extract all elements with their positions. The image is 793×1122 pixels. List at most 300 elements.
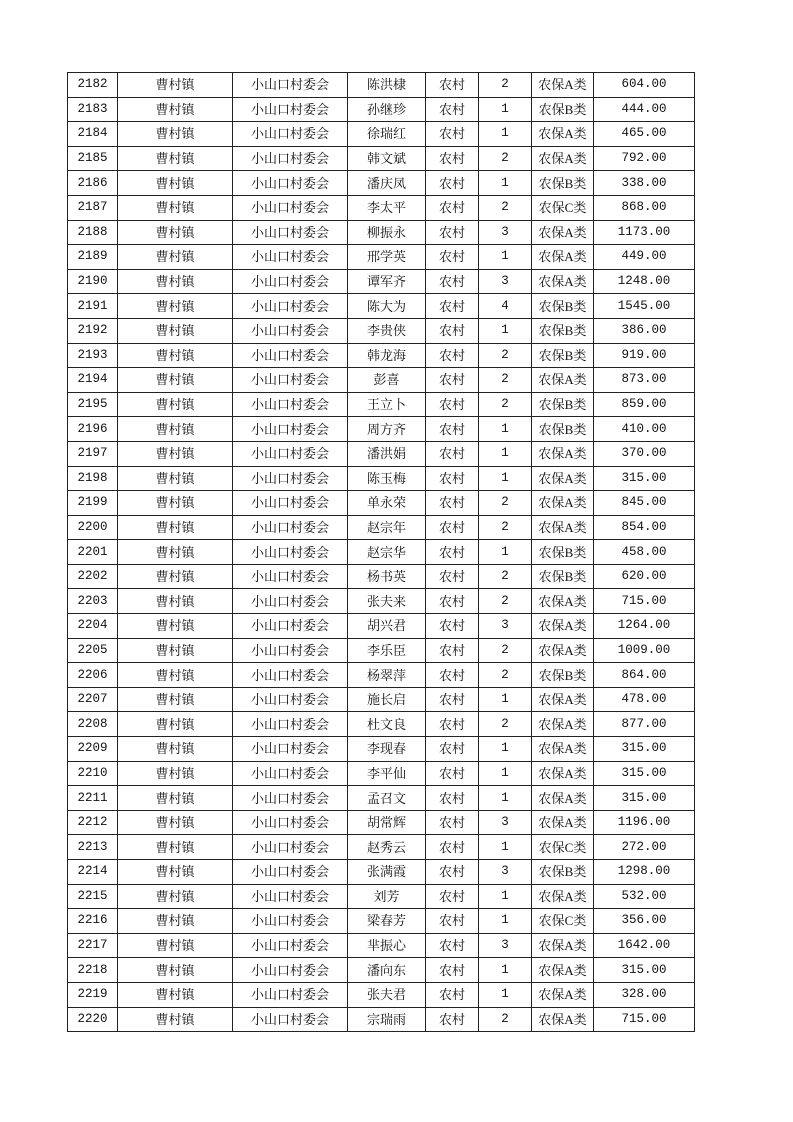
village-committee-cell: 小山口村委会	[233, 638, 348, 663]
amount-cell: 449.00	[594, 245, 695, 270]
table-row	[68, 245, 695, 270]
town-cell: 曹村镇	[118, 638, 233, 663]
member-count-cell: 1	[479, 982, 532, 1007]
insurance-category-cell: 农保A类	[532, 958, 594, 983]
village-committee-cell: 小山口村委会	[233, 909, 348, 934]
table-row	[68, 1007, 695, 1032]
household-type-cell: 农村	[426, 835, 479, 860]
village-committee-cell: 小山口村委会	[233, 97, 348, 122]
village-committee-cell: 小山口村委会	[233, 491, 348, 516]
town-cell: 曹村镇	[118, 491, 233, 516]
member-count-cell: 2	[479, 368, 532, 393]
insurance-category-cell: 农保A类	[532, 73, 594, 98]
row-id-cell: 2214	[68, 860, 118, 885]
member-count-cell: 2	[479, 712, 532, 737]
member-count-cell: 1	[479, 417, 532, 442]
village-committee-cell: 小山口村委会	[233, 171, 348, 196]
table-row	[68, 417, 695, 442]
household-type-cell: 农村	[426, 515, 479, 540]
row-id-cell: 2202	[68, 564, 118, 589]
row-id-cell: 2185	[68, 146, 118, 171]
household-type-cell: 农村	[426, 220, 479, 245]
table-row	[68, 515, 695, 540]
person-name-cell: 张夫君	[348, 982, 426, 1007]
town-cell: 曹村镇	[118, 786, 233, 811]
insurance-category-cell: 农保A类	[532, 269, 594, 294]
table-row	[68, 122, 695, 147]
table-row	[68, 909, 695, 934]
insurance-category-cell: 农保A类	[532, 933, 594, 958]
table-row	[68, 392, 695, 417]
table-row	[68, 368, 695, 393]
member-count-cell: 2	[479, 589, 532, 614]
member-count-cell: 3	[479, 269, 532, 294]
village-committee-cell: 小山口村委会	[233, 122, 348, 147]
town-cell: 曹村镇	[118, 220, 233, 245]
table-row	[68, 687, 695, 712]
household-type-cell: 农村	[426, 195, 479, 220]
village-committee-cell: 小山口村委会	[233, 146, 348, 171]
person-name-cell: 胡常辉	[348, 810, 426, 835]
person-name-cell: 韩文斌	[348, 146, 426, 171]
person-name-cell: 陈洪棣	[348, 73, 426, 98]
insurance-category-cell: 农保C类	[532, 195, 594, 220]
town-cell: 曹村镇	[118, 810, 233, 835]
village-committee-cell: 小山口村委会	[233, 614, 348, 639]
town-cell: 曹村镇	[118, 97, 233, 122]
member-count-cell: 1	[479, 171, 532, 196]
village-committee-cell: 小山口村委会	[233, 786, 348, 811]
member-count-cell: 1	[479, 884, 532, 909]
row-id-cell: 2191	[68, 294, 118, 319]
village-committee-cell: 小山口村委会	[233, 884, 348, 909]
insurance-category-cell: 农保A类	[532, 122, 594, 147]
amount-cell: 877.00	[594, 712, 695, 737]
household-type-cell: 农村	[426, 269, 479, 294]
table-row	[68, 97, 695, 122]
member-count-cell: 1	[479, 958, 532, 983]
village-committee-cell: 小山口村委会	[233, 441, 348, 466]
insurance-category-cell: 农保A类	[532, 368, 594, 393]
village-committee-cell: 小山口村委会	[233, 1007, 348, 1032]
amount-cell: 715.00	[594, 589, 695, 614]
amount-cell: 868.00	[594, 195, 695, 220]
amount-cell: 715.00	[594, 1007, 695, 1032]
insurance-category-cell: 农保A类	[532, 441, 594, 466]
member-count-cell: 2	[479, 663, 532, 688]
member-count-cell: 3	[479, 614, 532, 639]
household-type-cell: 农村	[426, 712, 479, 737]
amount-cell: 458.00	[594, 540, 695, 565]
household-type-cell: 农村	[426, 294, 479, 319]
row-id-cell: 2204	[68, 614, 118, 639]
person-name-cell: 邢学英	[348, 245, 426, 270]
household-type-cell: 农村	[426, 761, 479, 786]
table-row	[68, 614, 695, 639]
table-row	[68, 73, 695, 98]
person-name-cell: 柳振永	[348, 220, 426, 245]
household-type-cell: 农村	[426, 343, 479, 368]
table-row	[68, 810, 695, 835]
town-cell: 曹村镇	[118, 540, 233, 565]
table-row	[68, 712, 695, 737]
person-name-cell: 孟召文	[348, 786, 426, 811]
village-committee-cell: 小山口村委会	[233, 761, 348, 786]
data-table	[67, 72, 695, 1032]
amount-cell: 328.00	[594, 982, 695, 1007]
household-type-cell: 农村	[426, 392, 479, 417]
person-name-cell: 施长启	[348, 687, 426, 712]
amount-cell: 315.00	[594, 786, 695, 811]
village-committee-cell: 小山口村委会	[233, 958, 348, 983]
table-row	[68, 786, 695, 811]
person-name-cell: 徐瑞红	[348, 122, 426, 147]
town-cell: 曹村镇	[118, 737, 233, 762]
row-id-cell: 2184	[68, 122, 118, 147]
member-count-cell: 2	[479, 392, 532, 417]
row-id-cell: 2201	[68, 540, 118, 565]
insurance-category-cell: 农保A类	[532, 761, 594, 786]
row-id-cell: 2193	[68, 343, 118, 368]
row-id-cell: 2215	[68, 884, 118, 909]
town-cell: 曹村镇	[118, 958, 233, 983]
village-committee-cell: 小山口村委会	[233, 220, 348, 245]
member-count-cell: 2	[479, 638, 532, 663]
village-committee-cell: 小山口村委会	[233, 245, 348, 270]
row-id-cell: 2189	[68, 245, 118, 270]
insurance-category-cell: 农保A类	[532, 712, 594, 737]
member-count-cell: 1	[479, 441, 532, 466]
member-count-cell: 1	[479, 540, 532, 565]
insurance-category-cell: 农保A类	[532, 737, 594, 762]
household-type-cell: 农村	[426, 663, 479, 688]
household-type-cell: 农村	[426, 73, 479, 98]
table-row	[68, 146, 695, 171]
village-committee-cell: 小山口村委会	[233, 269, 348, 294]
amount-cell: 410.00	[594, 417, 695, 442]
table-row	[68, 269, 695, 294]
village-committee-cell: 小山口村委会	[233, 860, 348, 885]
town-cell: 曹村镇	[118, 195, 233, 220]
person-name-cell: 刘芳	[348, 884, 426, 909]
household-type-cell: 农村	[426, 122, 479, 147]
town-cell: 曹村镇	[118, 146, 233, 171]
row-id-cell: 2208	[68, 712, 118, 737]
row-id-cell: 2198	[68, 466, 118, 491]
person-name-cell: 韩龙海	[348, 343, 426, 368]
village-committee-cell: 小山口村委会	[233, 712, 348, 737]
member-count-cell: 1	[479, 786, 532, 811]
household-type-cell: 农村	[426, 146, 479, 171]
member-count-cell: 1	[479, 97, 532, 122]
village-committee-cell: 小山口村委会	[233, 589, 348, 614]
household-type-cell: 农村	[426, 614, 479, 639]
village-committee-cell: 小山口村委会	[233, 417, 348, 442]
household-type-cell: 农村	[426, 909, 479, 934]
row-id-cell: 2209	[68, 737, 118, 762]
row-id-cell: 2199	[68, 491, 118, 516]
member-count-cell: 2	[479, 73, 532, 98]
amount-cell: 1009.00	[594, 638, 695, 663]
person-name-cell: 李现春	[348, 737, 426, 762]
table-row	[68, 171, 695, 196]
row-id-cell: 2197	[68, 441, 118, 466]
town-cell: 曹村镇	[118, 1007, 233, 1032]
village-committee-cell: 小山口村委会	[233, 368, 348, 393]
town-cell: 曹村镇	[118, 318, 233, 343]
insurance-category-cell: 农保A类	[532, 146, 594, 171]
village-committee-cell: 小山口村委会	[233, 933, 348, 958]
town-cell: 曹村镇	[118, 441, 233, 466]
person-name-cell: 赵宗华	[348, 540, 426, 565]
amount-cell: 444.00	[594, 97, 695, 122]
person-name-cell: 杨书英	[348, 564, 426, 589]
insurance-category-cell: 农保A类	[532, 786, 594, 811]
table-row	[68, 860, 695, 885]
member-count-cell: 1	[479, 909, 532, 934]
household-type-cell: 农村	[426, 417, 479, 442]
household-type-cell: 农村	[426, 318, 479, 343]
insurance-category-cell: 农保A类	[532, 810, 594, 835]
village-committee-cell: 小山口村委会	[233, 343, 348, 368]
member-count-cell: 3	[479, 860, 532, 885]
insurance-category-cell: 农保B类	[532, 417, 594, 442]
household-type-cell: 农村	[426, 171, 479, 196]
amount-cell: 873.00	[594, 368, 695, 393]
member-count-cell: 1	[479, 122, 532, 147]
person-name-cell: 张满霞	[348, 860, 426, 885]
town-cell: 曹村镇	[118, 269, 233, 294]
village-committee-cell: 小山口村委会	[233, 294, 348, 319]
member-count-cell: 1	[479, 687, 532, 712]
table-row	[68, 737, 695, 762]
person-name-cell: 李平仙	[348, 761, 426, 786]
person-name-cell: 孙继珍	[348, 97, 426, 122]
village-committee-cell: 小山口村委会	[233, 73, 348, 98]
amount-cell: 1298.00	[594, 860, 695, 885]
insurance-category-cell: 农保B类	[532, 318, 594, 343]
insurance-category-cell: 农保B类	[532, 97, 594, 122]
town-cell: 曹村镇	[118, 343, 233, 368]
insurance-category-cell: 农保A类	[532, 614, 594, 639]
row-id-cell: 2207	[68, 687, 118, 712]
person-name-cell: 谭军齐	[348, 269, 426, 294]
village-committee-cell: 小山口村委会	[233, 687, 348, 712]
town-cell: 曹村镇	[118, 171, 233, 196]
person-name-cell: 周方齐	[348, 417, 426, 442]
insurance-category-cell: 农保A类	[532, 1007, 594, 1032]
table-row	[68, 958, 695, 983]
town-cell: 曹村镇	[118, 294, 233, 319]
household-type-cell: 农村	[426, 368, 479, 393]
row-id-cell: 2203	[68, 589, 118, 614]
member-count-cell: 1	[479, 835, 532, 860]
town-cell: 曹村镇	[118, 564, 233, 589]
member-count-cell: 2	[479, 491, 532, 516]
amount-cell: 315.00	[594, 737, 695, 762]
member-count-cell: 2	[479, 1007, 532, 1032]
person-name-cell: 王立卜	[348, 392, 426, 417]
row-id-cell: 2200	[68, 515, 118, 540]
town-cell: 曹村镇	[118, 589, 233, 614]
table-body	[68, 73, 695, 1032]
person-name-cell: 赵秀云	[348, 835, 426, 860]
amount-cell: 532.00	[594, 884, 695, 909]
row-id-cell: 2206	[68, 663, 118, 688]
person-name-cell: 李乐臣	[348, 638, 426, 663]
row-id-cell: 2182	[68, 73, 118, 98]
village-committee-cell: 小山口村委会	[233, 663, 348, 688]
amount-cell: 315.00	[594, 466, 695, 491]
person-name-cell: 胡兴君	[348, 614, 426, 639]
table-row	[68, 835, 695, 860]
person-name-cell: 彭喜	[348, 368, 426, 393]
member-count-cell: 2	[479, 195, 532, 220]
amount-cell: 864.00	[594, 663, 695, 688]
row-id-cell: 2190	[68, 269, 118, 294]
household-type-cell: 农村	[426, 564, 479, 589]
person-name-cell: 杨翠萍	[348, 663, 426, 688]
amount-cell: 315.00	[594, 958, 695, 983]
village-committee-cell: 小山口村委会	[233, 195, 348, 220]
row-id-cell: 2192	[68, 318, 118, 343]
insurance-category-cell: 农保B类	[532, 171, 594, 196]
household-type-cell: 农村	[426, 958, 479, 983]
row-id-cell: 2212	[68, 810, 118, 835]
household-type-cell: 农村	[426, 638, 479, 663]
village-committee-cell: 小山口村委会	[233, 835, 348, 860]
table-row	[68, 564, 695, 589]
town-cell: 曹村镇	[118, 663, 233, 688]
village-committee-cell: 小山口村委会	[233, 564, 348, 589]
insurance-category-cell: 农保B类	[532, 294, 594, 319]
table-row	[68, 441, 695, 466]
amount-cell: 919.00	[594, 343, 695, 368]
member-count-cell: 3	[479, 220, 532, 245]
village-committee-cell: 小山口村委会	[233, 540, 348, 565]
person-name-cell: 宗瑞雨	[348, 1007, 426, 1032]
village-committee-cell: 小山口村委会	[233, 515, 348, 540]
insurance-category-cell: 农保A类	[532, 220, 594, 245]
amount-cell: 1248.00	[594, 269, 695, 294]
town-cell: 曹村镇	[118, 982, 233, 1007]
insurance-category-cell: 农保A类	[532, 466, 594, 491]
row-id-cell: 2218	[68, 958, 118, 983]
person-name-cell: 李贵侠	[348, 318, 426, 343]
row-id-cell: 2210	[68, 761, 118, 786]
household-type-cell: 农村	[426, 589, 479, 614]
person-name-cell: 陈玉梅	[348, 466, 426, 491]
insurance-category-cell: 农保A类	[532, 638, 594, 663]
household-type-cell: 农村	[426, 860, 479, 885]
town-cell: 曹村镇	[118, 909, 233, 934]
table-row	[68, 933, 695, 958]
row-id-cell: 2217	[68, 933, 118, 958]
table-row	[68, 638, 695, 663]
insurance-category-cell: 农保B类	[532, 663, 594, 688]
village-committee-cell: 小山口村委会	[233, 318, 348, 343]
household-type-cell: 农村	[426, 810, 479, 835]
amount-cell: 370.00	[594, 441, 695, 466]
table-row	[68, 761, 695, 786]
row-id-cell: 2219	[68, 982, 118, 1007]
member-count-cell: 1	[479, 737, 532, 762]
row-id-cell: 2183	[68, 97, 118, 122]
insurance-category-cell: 农保A类	[532, 245, 594, 270]
amount-cell: 338.00	[594, 171, 695, 196]
village-committee-cell: 小山口村委会	[233, 466, 348, 491]
household-type-cell: 农村	[426, 441, 479, 466]
person-name-cell: 陈大为	[348, 294, 426, 319]
table-row	[68, 294, 695, 319]
member-count-cell: 3	[479, 933, 532, 958]
household-type-cell: 农村	[426, 884, 479, 909]
person-name-cell: 杜文良	[348, 712, 426, 737]
town-cell: 曹村镇	[118, 515, 233, 540]
row-id-cell: 2194	[68, 368, 118, 393]
household-type-cell: 农村	[426, 933, 479, 958]
amount-cell: 465.00	[594, 122, 695, 147]
insurance-category-cell: 农保A类	[532, 884, 594, 909]
amount-cell: 356.00	[594, 909, 695, 934]
household-type-cell: 农村	[426, 982, 479, 1007]
row-id-cell: 2188	[68, 220, 118, 245]
row-id-cell: 2216	[68, 909, 118, 934]
insurance-category-cell: 农保B类	[532, 392, 594, 417]
member-count-cell: 1	[479, 318, 532, 343]
amount-cell: 859.00	[594, 392, 695, 417]
town-cell: 曹村镇	[118, 884, 233, 909]
town-cell: 曹村镇	[118, 712, 233, 737]
insurance-category-cell: 农保C类	[532, 909, 594, 934]
household-type-cell: 农村	[426, 466, 479, 491]
town-cell: 曹村镇	[118, 392, 233, 417]
table-row	[68, 343, 695, 368]
amount-cell: 386.00	[594, 318, 695, 343]
town-cell: 曹村镇	[118, 368, 233, 393]
insurance-category-cell: 农保A类	[532, 982, 594, 1007]
town-cell: 曹村镇	[118, 933, 233, 958]
person-name-cell: 潘向东	[348, 958, 426, 983]
row-id-cell: 2213	[68, 835, 118, 860]
insurance-category-cell: 农保B类	[532, 343, 594, 368]
person-name-cell: 芈振心	[348, 933, 426, 958]
amount-cell: 478.00	[594, 687, 695, 712]
town-cell: 曹村镇	[118, 614, 233, 639]
row-id-cell: 2195	[68, 392, 118, 417]
town-cell: 曹村镇	[118, 245, 233, 270]
village-committee-cell: 小山口村委会	[233, 737, 348, 762]
table-row	[68, 491, 695, 516]
village-committee-cell: 小山口村委会	[233, 810, 348, 835]
town-cell: 曹村镇	[118, 860, 233, 885]
member-count-cell: 2	[479, 564, 532, 589]
amount-cell: 854.00	[594, 515, 695, 540]
town-cell: 曹村镇	[118, 122, 233, 147]
amount-cell: 315.00	[594, 761, 695, 786]
row-id-cell: 2186	[68, 171, 118, 196]
member-count-cell: 2	[479, 343, 532, 368]
table-row	[68, 195, 695, 220]
amount-cell: 620.00	[594, 564, 695, 589]
table-row	[68, 318, 695, 343]
amount-cell: 1545.00	[594, 294, 695, 319]
amount-cell: 1196.00	[594, 810, 695, 835]
town-cell: 曹村镇	[118, 761, 233, 786]
insurance-category-cell: 农保A类	[532, 687, 594, 712]
table-row	[68, 982, 695, 1007]
person-name-cell: 潘庆凤	[348, 171, 426, 196]
